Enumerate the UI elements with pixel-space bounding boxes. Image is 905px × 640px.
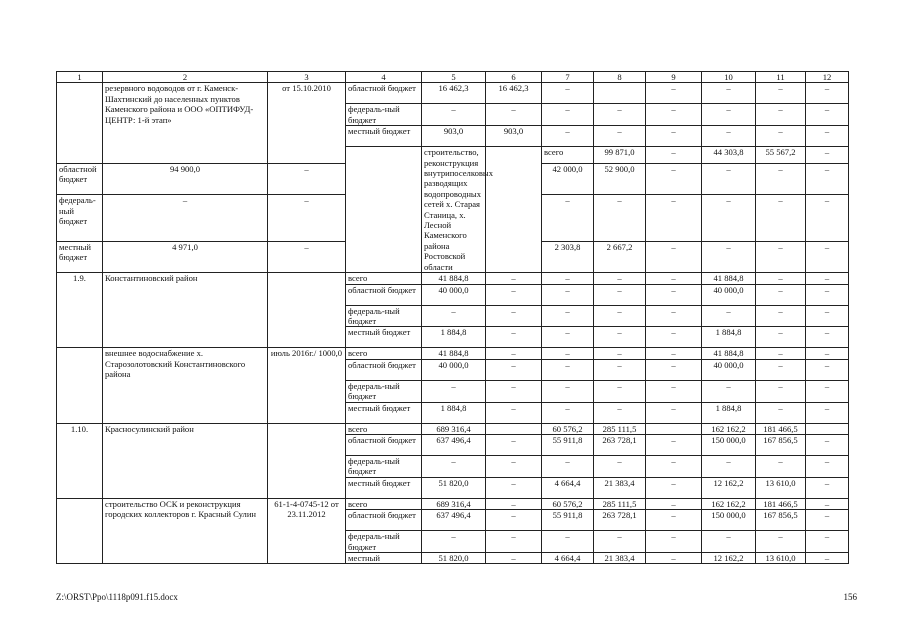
page-number: 156	[843, 592, 857, 602]
value-cell: –	[486, 273, 542, 284]
value-cell: –	[646, 327, 702, 348]
column-number-5: 5	[422, 72, 486, 83]
value-cell: –	[422, 380, 486, 402]
value-cell: 21 383,4	[594, 477, 646, 498]
column-number-3: 3	[268, 72, 346, 83]
document-cell: от 15.10.2010	[268, 83, 346, 163]
value-cell: 167 856,5	[756, 434, 806, 455]
value-cell: –	[806, 510, 849, 531]
value-cell: 55 911,8	[542, 434, 594, 455]
column-number-9: 9	[646, 72, 702, 83]
funding-source-cell: областной бюджет	[346, 83, 422, 104]
value-cell: –	[542, 305, 594, 327]
value-cell: –	[756, 241, 806, 272]
value-cell: 40 000,0	[702, 359, 756, 380]
column-number-4: 4	[346, 72, 422, 83]
value-cell: 60 576,2	[542, 498, 594, 509]
value-cell: –	[646, 402, 702, 423]
value-cell: –	[806, 552, 849, 563]
value-cell: 55 567,2	[756, 147, 806, 163]
value-cell: 285 111,5	[594, 498, 646, 509]
value-cell: –	[542, 273, 594, 284]
value-cell: 21 383,4	[594, 552, 646, 563]
value-cell: 285 111,5	[594, 423, 646, 434]
value-cell: 42 000,0	[542, 163, 594, 194]
value-cell: 12 162,2	[702, 477, 756, 498]
value-cell: –	[806, 348, 849, 359]
value-cell: –	[702, 126, 756, 147]
value-cell: 689 316,4	[422, 498, 486, 509]
funding-source-cell: всего	[346, 348, 422, 359]
value-cell: 40 000,0	[422, 284, 486, 305]
value-cell: –	[594, 195, 646, 241]
value-cell: –	[594, 402, 646, 423]
value-cell: –	[646, 195, 702, 241]
value-cell: –	[486, 380, 542, 402]
value-cell: –	[646, 273, 702, 284]
value-cell: –	[806, 104, 849, 126]
value-cell: 689 316,4	[422, 423, 486, 434]
table-row	[57, 348, 849, 359]
value-cell: –	[103, 195, 268, 241]
item-number-cell	[57, 348, 103, 423]
value-cell: –	[756, 531, 806, 553]
value-cell: 1 884,8	[422, 402, 486, 423]
column-number-header-row	[57, 72, 849, 83]
value-cell: 637 496,4	[422, 510, 486, 531]
value-cell: 41 884,8	[702, 348, 756, 359]
value-cell: –	[756, 273, 806, 284]
value-cell: –	[486, 327, 542, 348]
value-cell: 1 884,8	[702, 327, 756, 348]
value-cell: 41 884,8	[422, 348, 486, 359]
value-cell: –	[806, 402, 849, 423]
value-cell: –	[594, 305, 646, 327]
value-cell: –	[486, 348, 542, 359]
item-number-cell: 1.9.	[57, 273, 103, 348]
value-cell	[646, 423, 702, 434]
value-cell: –	[756, 305, 806, 327]
value-cell: 41 884,8	[422, 273, 486, 284]
value-cell: –	[486, 359, 542, 380]
value-cell: –	[806, 163, 849, 194]
value-cell: 1 884,8	[702, 402, 756, 423]
funding-source-cell: федераль-ный бюджет	[346, 104, 422, 126]
value-cell: –	[806, 241, 849, 272]
value-cell: 167 856,5	[756, 510, 806, 531]
value-cell: 150 000,0	[702, 510, 756, 531]
value-cell: –	[646, 126, 702, 147]
value-cell: –	[594, 284, 646, 305]
value-cell: –	[756, 402, 806, 423]
funding-source-cell: федераль-ный бюджет	[346, 455, 422, 477]
value-cell: –	[702, 163, 756, 194]
item-number-cell	[57, 498, 103, 564]
value-cell: 181 466,5	[756, 423, 806, 434]
value-cell: –	[268, 241, 346, 272]
value-cell: –	[646, 305, 702, 327]
value-cell: 13 610,0	[756, 552, 806, 563]
value-cell: –	[542, 348, 594, 359]
value-cell: –	[594, 455, 646, 477]
value-cell: –	[542, 531, 594, 553]
value-cell: –	[542, 402, 594, 423]
value-cell: –	[594, 126, 646, 147]
funding-source-cell: местный бюджет	[346, 402, 422, 423]
value-cell: –	[542, 104, 594, 126]
value-cell: –	[486, 477, 542, 498]
value-cell: 162 162,2	[702, 498, 756, 509]
document-cell	[486, 147, 542, 273]
value-cell: –	[756, 104, 806, 126]
funding-source-cell: федераль-ный бюджет	[346, 531, 422, 553]
value-cell: –	[806, 126, 849, 147]
value-cell: –	[646, 477, 702, 498]
value-cell: –	[542, 284, 594, 305]
funding-source-cell: федераль-ный бюджет	[346, 380, 422, 402]
value-cell: 162 162,2	[702, 423, 756, 434]
value-cell: –	[422, 455, 486, 477]
value-cell: –	[646, 434, 702, 455]
value-cell: –	[542, 380, 594, 402]
value-cell: –	[422, 104, 486, 126]
column-number-12: 12	[806, 72, 849, 83]
value-cell: –	[486, 284, 542, 305]
value-cell: –	[542, 327, 594, 348]
value-cell: 4 664,4	[542, 477, 594, 498]
funding-source-cell: местный бюджет	[346, 327, 422, 348]
value-cell: –	[594, 359, 646, 380]
funding-source-cell: федераль-ный бюджет	[57, 195, 103, 241]
value-cell: –	[646, 284, 702, 305]
value-cell: –	[702, 380, 756, 402]
column-number-1: 1	[57, 72, 103, 83]
value-cell: –	[806, 434, 849, 455]
document-cell	[268, 423, 346, 498]
value-cell: 44 303,8	[702, 147, 756, 163]
value-cell: 55 911,8	[542, 510, 594, 531]
funding-source-cell: местный бюджет	[57, 241, 103, 272]
value-cell: –	[756, 83, 806, 104]
value-cell: –	[486, 552, 542, 563]
value-cell: –	[594, 348, 646, 359]
funding-source-cell: областной бюджет	[346, 510, 422, 531]
value-cell: –	[756, 327, 806, 348]
value-cell: –	[806, 531, 849, 553]
value-cell: –	[806, 305, 849, 327]
value-cell: –	[806, 498, 849, 509]
value-cell: –	[646, 510, 702, 531]
document-cell: июль 2016г./ 1000,0	[268, 348, 346, 423]
footer-file-path: Z:\ORST\Ppo\1118p091.f15.docx	[56, 592, 178, 602]
value-cell: 181 466,5	[756, 498, 806, 509]
value-cell: –	[646, 348, 702, 359]
value-cell: –	[702, 455, 756, 477]
value-cell: –	[806, 195, 849, 241]
value-cell: –	[702, 104, 756, 126]
value-cell: 12 162,2	[702, 552, 756, 563]
value-cell: –	[594, 273, 646, 284]
value-cell: –	[542, 195, 594, 241]
table-row	[57, 423, 849, 434]
value-cell: –	[542, 359, 594, 380]
value-cell: 51 820,0	[422, 477, 486, 498]
value-cell: 2 667,2	[594, 241, 646, 272]
value-cell: –	[594, 380, 646, 402]
value-cell: –	[486, 402, 542, 423]
value-cell: –	[806, 273, 849, 284]
value-cell: –	[806, 380, 849, 402]
value-cell: –	[646, 163, 702, 194]
value-cell: –	[422, 305, 486, 327]
funding-source-cell: местный бюджет	[346, 126, 422, 147]
value-cell: 637 496,4	[422, 434, 486, 455]
funding-source-cell: областной бюджет	[57, 163, 103, 194]
document-cell	[268, 273, 346, 348]
value-cell: –	[486, 305, 542, 327]
value-cell: –	[646, 498, 702, 509]
value-cell: 41 884,8	[702, 273, 756, 284]
column-number-2: 2	[103, 72, 268, 83]
value-cell: –	[806, 284, 849, 305]
value-cell: 51 820,0	[422, 552, 486, 563]
value-cell: 4 664,4	[542, 552, 594, 563]
value-cell: –	[646, 83, 702, 104]
funding-source-cell: всего	[346, 273, 422, 284]
value-cell: 40 000,0	[422, 359, 486, 380]
object-name-cell: строительство ОСК и реконструкция городских коллекторов г. Красный Сулин	[103, 498, 268, 564]
item-number-cell	[57, 83, 103, 163]
value-cell: 903,0	[486, 126, 542, 147]
value-cell: –	[646, 380, 702, 402]
value-cell: –	[756, 163, 806, 194]
value-cell: –	[756, 126, 806, 147]
document-cell: 61-1-4-0745-12 от 23.11.2012	[268, 498, 346, 564]
value-cell: –	[806, 477, 849, 498]
value-cell: 16 462,3	[486, 83, 542, 104]
value-cell: 150 000,0	[702, 434, 756, 455]
column-number-6: 6	[486, 72, 542, 83]
value-cell: –	[542, 455, 594, 477]
value-cell: –	[806, 455, 849, 477]
value-cell: 52 900,0	[594, 163, 646, 194]
value-cell: 99 871,0	[594, 147, 646, 163]
funding-source-cell: областной бюджет	[346, 284, 422, 305]
value-cell: 40 000,0	[702, 284, 756, 305]
value-cell: –	[486, 510, 542, 531]
value-cell: –	[756, 359, 806, 380]
funding-source-cell: областной бюджет	[346, 359, 422, 380]
value-cell: –	[486, 434, 542, 455]
value-cell: –	[756, 195, 806, 241]
value-cell: 60 576,2	[542, 423, 594, 434]
value-cell	[594, 83, 646, 104]
value-cell: –	[756, 455, 806, 477]
item-number-cell	[346, 147, 422, 273]
value-cell: 263 728,1	[594, 510, 646, 531]
value-cell: 94 900,0	[103, 163, 268, 194]
column-number-8: 8	[594, 72, 646, 83]
value-cell: –	[486, 498, 542, 509]
funding-source-cell: местный бюджет	[346, 477, 422, 498]
item-number-cell: 1.10.	[57, 423, 103, 498]
value-cell: –	[646, 359, 702, 380]
value-cell: 1 884,8	[422, 327, 486, 348]
value-cell: –	[806, 83, 849, 104]
object-name-cell: Константиновский район	[103, 273, 268, 348]
value-cell: –	[756, 348, 806, 359]
value-cell: –	[486, 531, 542, 553]
funding-source-cell: всего	[542, 147, 594, 163]
table-row	[57, 498, 849, 509]
value-cell: –	[268, 163, 346, 194]
budget-table	[56, 71, 849, 564]
value-cell: 13 610,0	[756, 477, 806, 498]
value-cell: 263 728,1	[594, 434, 646, 455]
object-name-cell: строительство, реконструкция внутрипоселковых разводящих водопроводных сетей х. Старая Станица, х. Лесной Каменского района Ростовской области	[422, 147, 486, 273]
value-cell: –	[806, 147, 849, 163]
funding-source-cell: всего	[346, 498, 422, 509]
value-cell: –	[806, 359, 849, 380]
value-cell: –	[646, 241, 702, 272]
funding-source-cell: местный	[346, 552, 422, 563]
table-row	[57, 83, 849, 104]
value-cell: –	[594, 531, 646, 553]
value-cell: 16 462,3	[422, 83, 486, 104]
value-cell: –	[486, 104, 542, 126]
value-cell: –	[756, 380, 806, 402]
value-cell: –	[486, 455, 542, 477]
value-cell: –	[702, 83, 756, 104]
value-cell: –	[594, 327, 646, 348]
funding-source-cell: федераль-ный бюджет	[346, 305, 422, 327]
value-cell: –	[542, 126, 594, 147]
object-name-cell: Красносулинский район	[103, 423, 268, 498]
value-cell: –	[806, 327, 849, 348]
value-cell	[806, 423, 849, 434]
value-cell: –	[646, 531, 702, 553]
value-cell: 2 303,8	[542, 241, 594, 272]
column-number-11: 11	[756, 72, 806, 83]
funding-source-cell: всего	[346, 423, 422, 434]
object-name-cell: внешнее водоснабжение х. Старозолотовский Константиновского района	[103, 348, 268, 423]
value-cell: 903,0	[422, 126, 486, 147]
value-cell: –	[268, 195, 346, 241]
column-number-7: 7	[542, 72, 594, 83]
table-row	[57, 273, 849, 284]
value-cell: –	[542, 83, 594, 104]
value-cell: –	[646, 104, 702, 126]
value-cell: –	[702, 241, 756, 272]
value-cell: –	[702, 305, 756, 327]
value-cell: –	[702, 531, 756, 553]
value-cell: –	[594, 104, 646, 126]
value-cell: –	[422, 531, 486, 553]
value-cell: –	[646, 552, 702, 563]
value-cell	[486, 423, 542, 434]
value-cell: 4 971,0	[103, 241, 268, 272]
value-cell: –	[756, 284, 806, 305]
funding-source-cell: областной бюджет	[346, 434, 422, 455]
value-cell: –	[702, 195, 756, 241]
value-cell: –	[646, 455, 702, 477]
object-name-cell: резервного водоводов от г. Каменск-Шахтинский до населенных пунктов Каменского района и ООО «ОПТИФУД-ЦЕНТР: 1-й этап»	[103, 83, 268, 163]
value-cell: –	[646, 147, 702, 163]
column-number-10: 10	[702, 72, 756, 83]
